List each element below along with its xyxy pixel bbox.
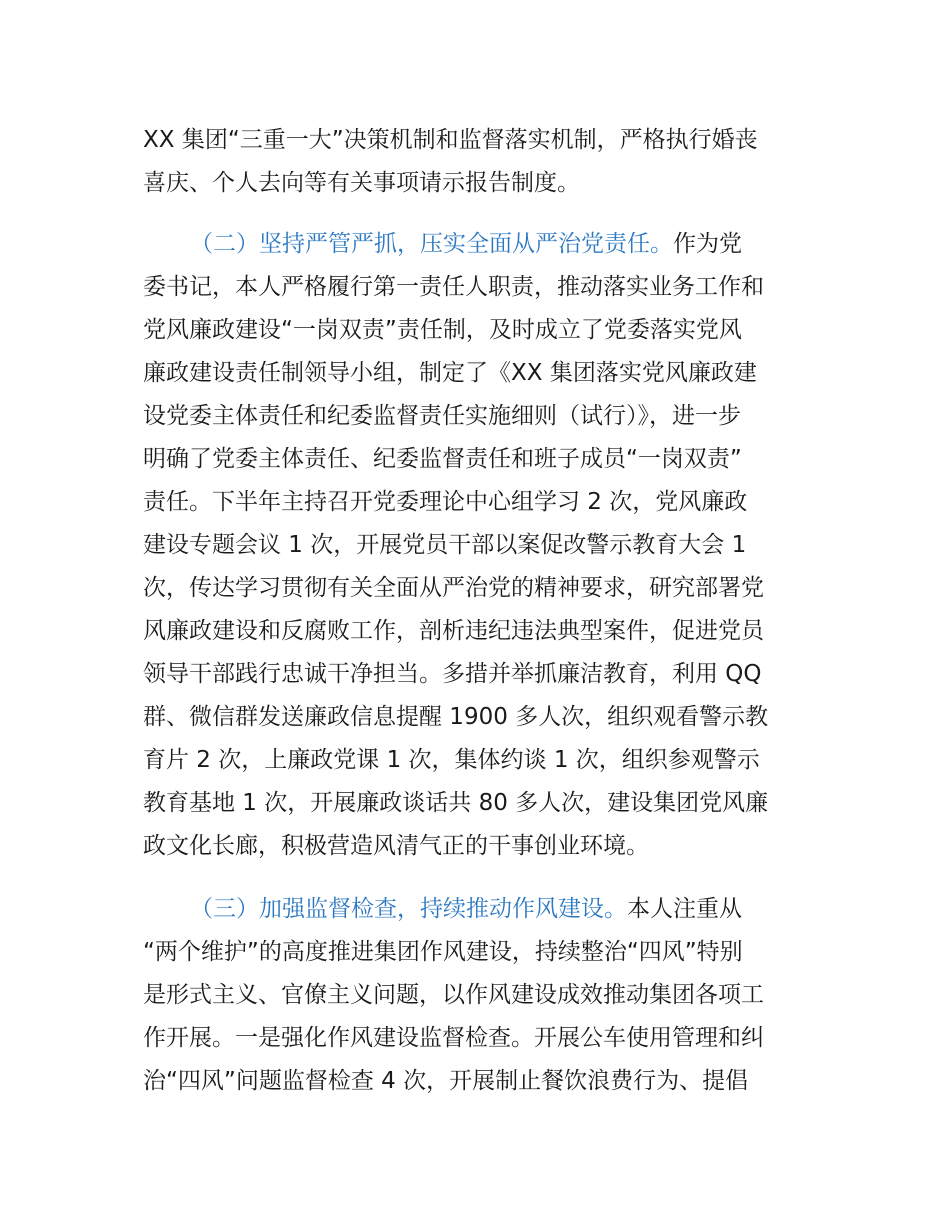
paragraph-line: 作开展。一是强化作风建设监督检查。开展公车使用管理和纠 [143, 1025, 764, 1051]
paragraph-text: 本人注重从 [627, 896, 742, 922]
paragraph-line: 育片 2 次，上廉政党课 1 次，集体约谈 1 次，组织参观警示 [143, 747, 760, 773]
paragraph-line: 廉政建设责任制领导小组，制定了《XX 集团落实党风廉政建 [143, 360, 757, 386]
paragraph-line: 党风廉政建设“一岗双责”责任制，及时成立了党委落实党风 [143, 317, 742, 343]
section-heading: （三）加强监督检查，持续推动作风建设。 [190, 896, 627, 922]
paragraph-first-line [190, 229, 742, 259]
paragraph-line: XX 集团“三重一大”决策机制和监督落实机制，严格执行婚丧 [143, 127, 758, 153]
section-heading: （二）坚持严管严抓，压实全面从严治党责任。 [190, 231, 673, 257]
paragraph-line: 是形式主义、官僚主义问题，以作风建设成效推动集团各项工 [143, 982, 764, 1008]
paragraph-line: 委书记，本人严格履行第一责任人职责，推动落实业务工作和 [143, 274, 764, 300]
paragraph-line: “两个维护”的高度推进集团作风建设，持续整治“四风”特别 [143, 939, 743, 965]
paragraph-first-line [190, 894, 742, 924]
paragraph-line: 政文化长廊，积极营造风清气正的干事创业环境。 [143, 833, 649, 859]
paragraph-line: 教育基地 1 次，开展廉政谈话共 80 多人次，建设集团党风廉 [143, 790, 769, 816]
paragraph-line: 喜庆、个人去向等有关事项请示报告制度。 [143, 170, 580, 196]
paragraph-line: 明确了党委主体责任、纪委监督责任和班子成员“一岗双责” [143, 446, 742, 472]
paragraph-line: 风廉政建设和反腐败工作，剖析违纪违法典型案件，促进党员 [143, 618, 764, 644]
paragraph-line: 建设专题会议 1 次，开展党员干部以案促改警示教育大会 1 [143, 532, 747, 558]
paragraph-line: 群、微信群发送廉政信息提醒 1900 多人次，组织观看警示教 [143, 704, 769, 730]
paragraph-text: 作为党 [673, 231, 742, 257]
paragraph-line: 治“四风”问题监督检查 4 次，开展制止餐饮浪费行为、提倡 [143, 1068, 749, 1094]
paragraph-line: 责任。下半年主持召开党委理论中心组学习 2 次，党风廉政 [143, 489, 748, 515]
paragraph-line: 次，传达学习贯彻有关全面从严治党的精神要求，研究部署党 [143, 575, 764, 601]
paragraph-line: 领导干部践行忠诚干净担当。多措并举抓廉洁教育，利用 QQ [143, 661, 762, 687]
paragraph-line: 设党委主体责任和纪委监督责任实施细则（试行）》，进一步 [143, 403, 741, 429]
